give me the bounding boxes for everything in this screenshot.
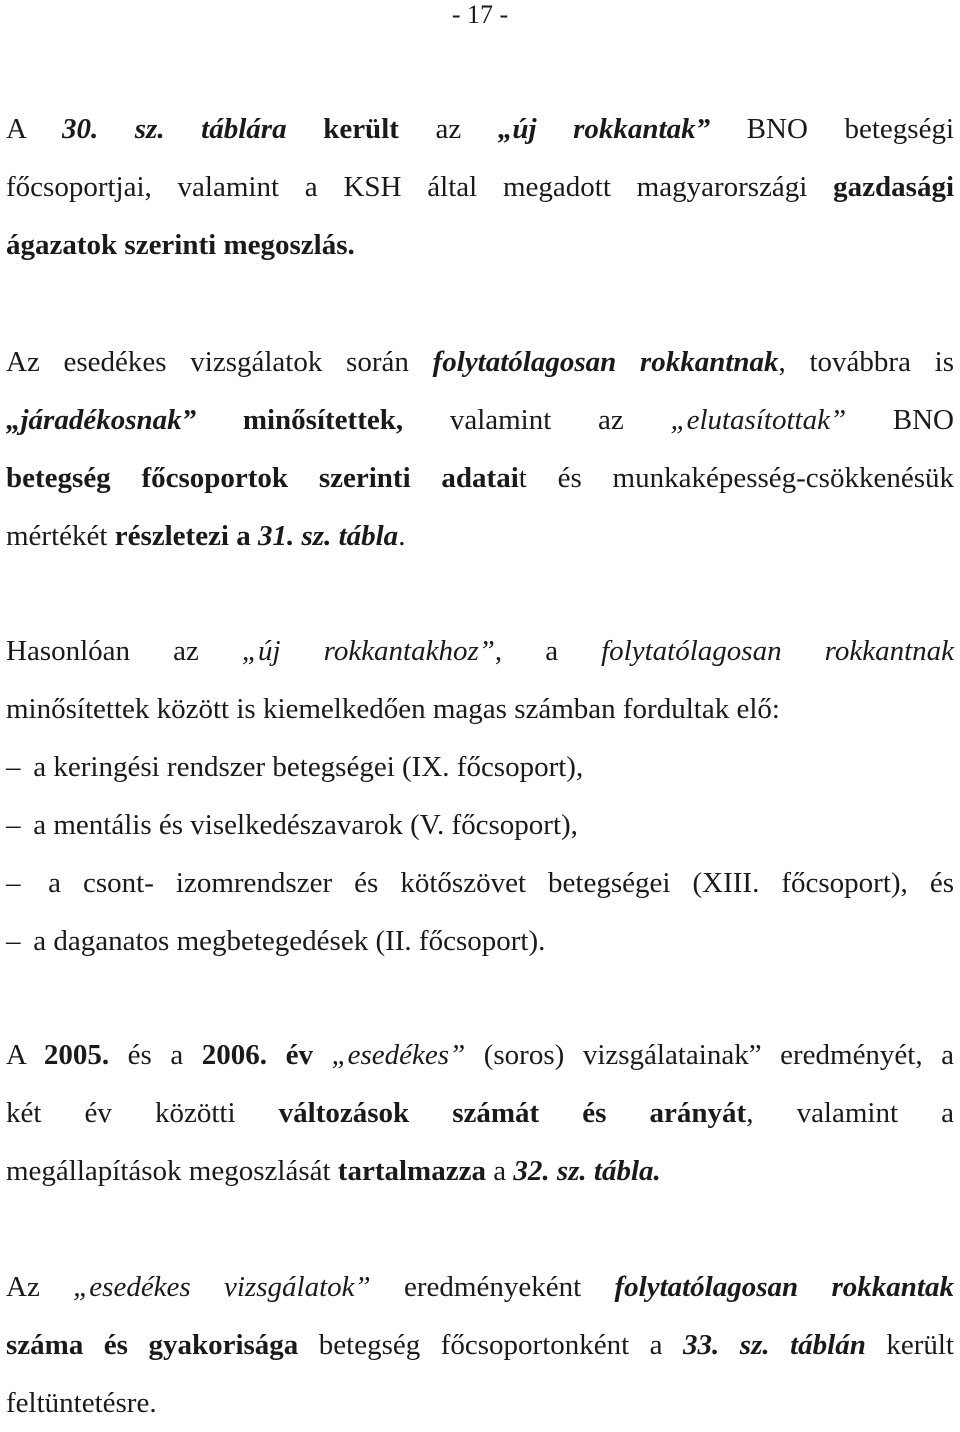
list-item: – a keringési rendszer betegségei (IX. főcsoport), [6, 751, 584, 783]
paragraph-3 [6, 622, 954, 970]
text-line: mértékét részletezi a 31. sz. tábla. [6, 520, 406, 552]
text-line: Hasonlóan az „új rokkantakhoz”, a folytatólagosan rokkantnak [6, 635, 954, 667]
text-line: „járadékosnak” minősítettek, valamint az „elutasítottak” BNO [6, 404, 955, 436]
list-item: – a mentális és viselkedészavarok (V. főcsoport), [6, 809, 578, 841]
text-line: Az esedékes vizsgálatok során folytatólagosan rokkantnak, továbbra is [6, 346, 954, 378]
text-line: feltüntetésre. [6, 1387, 157, 1419]
text-line: A 30. sz. táblára került az „új rokkantak” BNO betegségi [6, 113, 954, 145]
text-line: minősítettek között is kiemelkedően magas számban fordultak elő: [6, 693, 780, 725]
text-line: Az „esedékes vizsgálatok” eredményeként folytatólagosan rokkantak [6, 1271, 954, 1303]
text-line: főcsoportjai, valamint a KSH által megadott magyarországi gazdasági [6, 171, 954, 203]
paragraph-5 [6, 1258, 954, 1432]
text-line: két év közötti változások számát és arányát, valamint a [6, 1097, 955, 1129]
text-line: megállapítások megoszlását tartalmazza a 32. sz. tábla. [6, 1155, 661, 1187]
paragraph-1 [6, 100, 954, 274]
text-line: A 2005. és a 2006. év „esedékes” (soros) vizsgálatainak” eredményét, a [6, 1039, 955, 1071]
paragraph-4 [6, 1026, 954, 1200]
list-item: – a csont- izomrendszer és kötőszövet betegségei (XIII. főcsoport), és [6, 867, 955, 899]
text-line: betegség főcsoportok szerinti adatait és munkaképesség-csökkenésük [6, 462, 954, 494]
page-number: - 17 - [451, 0, 509, 29]
paragraph-2 [6, 333, 954, 565]
text-line: ágazatok szerinti megoszlás. [6, 229, 355, 261]
list-item: – a daganatos megbetegedések (II. főcsoport). [6, 925, 546, 957]
text-line: száma és gyakorisága betegség főcsoportonként a 33. sz. táblán került [6, 1329, 954, 1361]
